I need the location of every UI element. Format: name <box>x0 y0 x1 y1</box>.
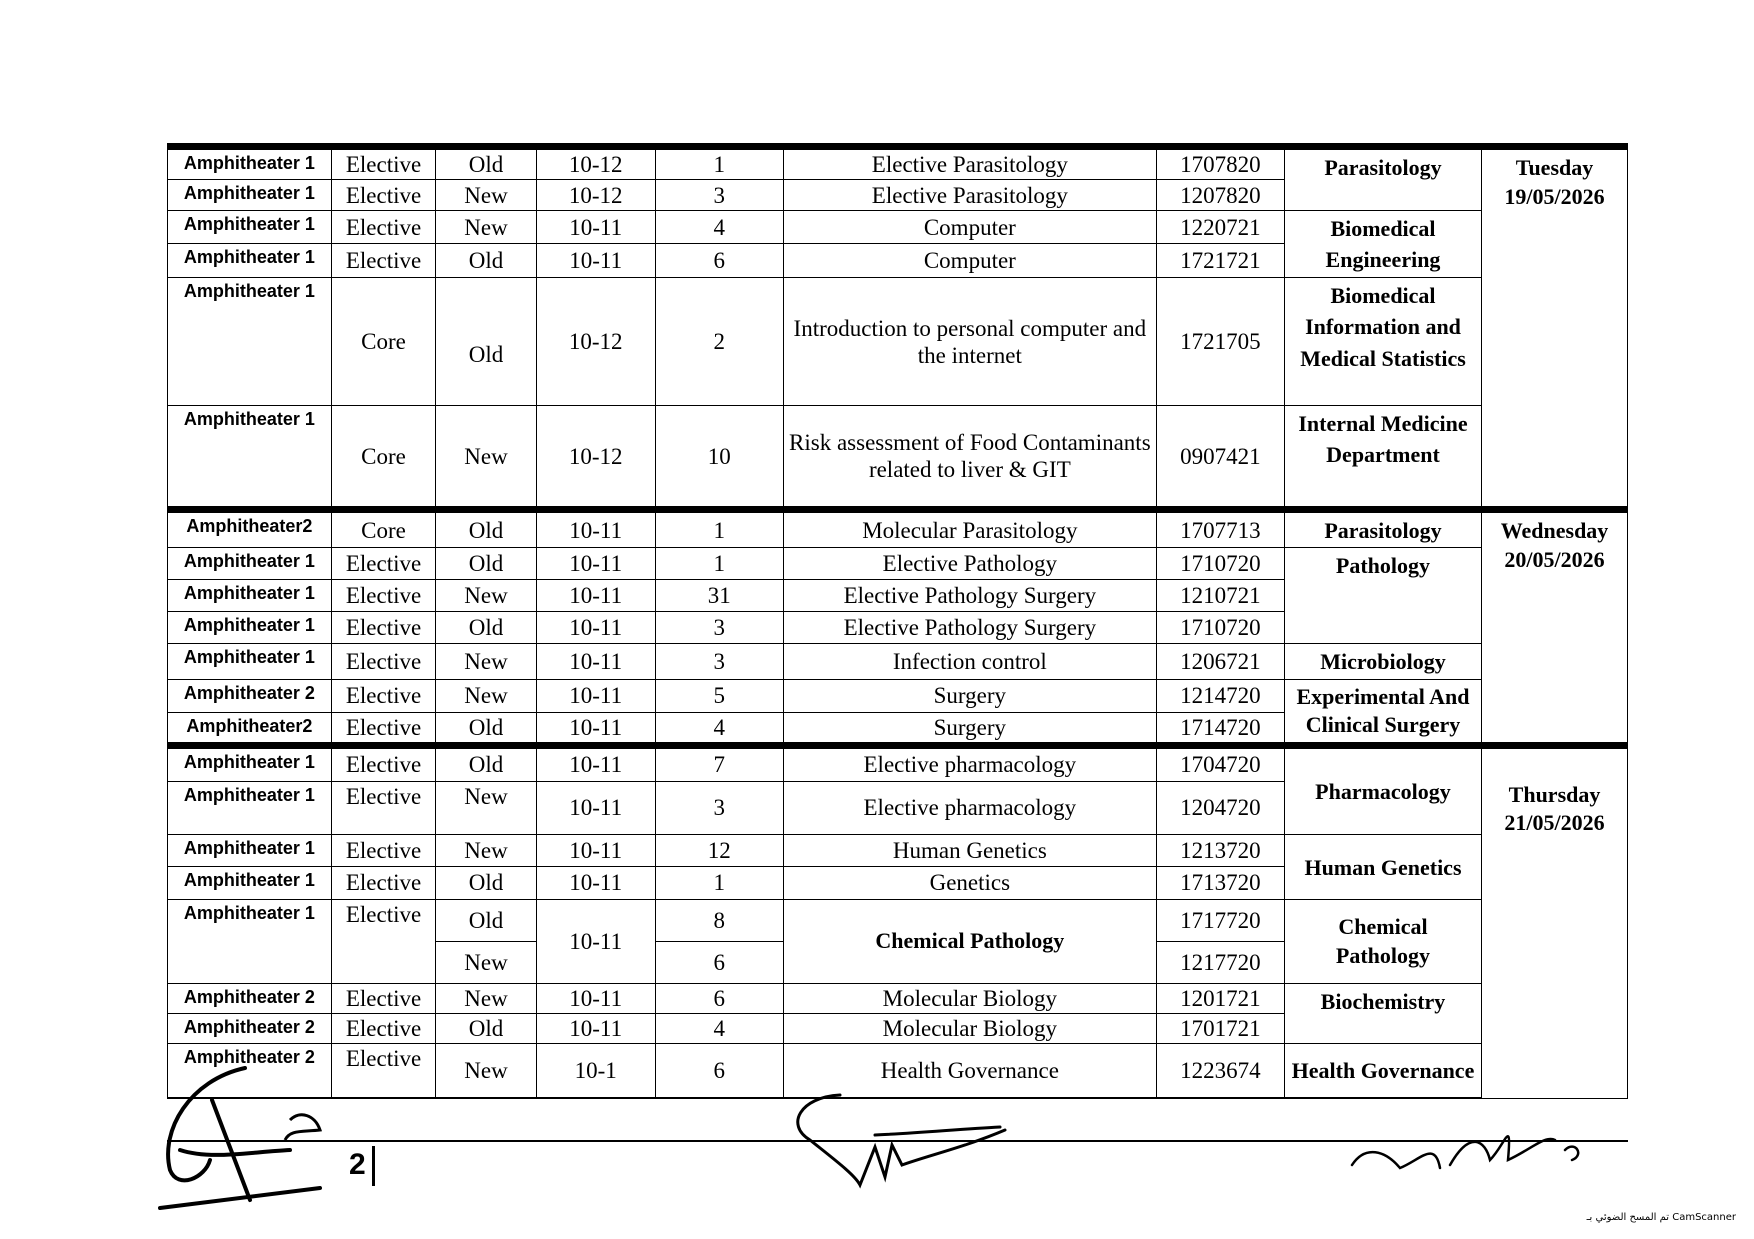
course-code-cell: 1207820 <box>1156 180 1284 211</box>
hall-cell: Amphitheater 1 <box>168 745 332 781</box>
course-code-cell: 1210721 <box>1156 580 1284 612</box>
course-type-cell: Elective <box>331 180 436 211</box>
student-count-cell: 3 <box>655 781 783 834</box>
time-cell: 10-11 <box>536 866 655 899</box>
time-cell: 10-11 <box>536 745 655 781</box>
course-name-cell: Infection control <box>783 644 1156 679</box>
course-type-cell: Elective <box>331 548 436 580</box>
student-count-cell: 12 <box>655 834 783 866</box>
course-code-cell: 1704720 <box>1156 745 1284 781</box>
hall-cell: Amphitheater 1 <box>168 147 332 180</box>
course-type-cell: Elective <box>331 580 436 612</box>
handwritten-note-icon <box>1340 1110 1590 1190</box>
hall-cell: Amphitheater 1 <box>168 580 332 612</box>
department-cell: Biomedical Engineering <box>1284 211 1481 278</box>
course-code-cell: 1206721 <box>1156 644 1284 679</box>
course-name-cell: Molecular Biology <box>783 983 1156 1013</box>
course-name-cell: Health Governance <box>783 1043 1156 1098</box>
bylaw-cell: Old <box>436 244 536 278</box>
course-type-cell: Elective <box>331 211 436 244</box>
hall-cell: Amphitheater 1 <box>168 278 332 406</box>
course-type-cell: Elective <box>331 834 436 866</box>
course-name-cell: Elective pharmacology <box>783 745 1156 781</box>
bylaw-cell: Old <box>436 712 536 745</box>
course-code-cell: 1201721 <box>1156 983 1284 1013</box>
table-row <box>168 745 1628 781</box>
student-count-cell: 3 <box>655 644 783 679</box>
student-count-cell: 3 <box>655 180 783 211</box>
course-code-cell: 1714720 <box>1156 712 1284 745</box>
student-count-cell: 8 <box>655 899 783 941</box>
table-row <box>168 644 1628 679</box>
course-code-cell: 1213720 <box>1156 834 1284 866</box>
student-count-cell: 6 <box>655 244 783 278</box>
course-name-cell: Elective Pathology <box>783 548 1156 580</box>
bylaw-cell: New <box>436 1043 536 1098</box>
signature-center-icon <box>780 1085 1020 1195</box>
course-type-cell: Elective <box>331 679 436 712</box>
hall-cell: Amphitheater 1 <box>168 866 332 899</box>
course-name-cell: Introduction to personal computer and the internet <box>783 278 1156 406</box>
time-cell: 10-11 <box>536 899 655 983</box>
department-cell: Experimental And Clinical Surgery <box>1284 679 1481 745</box>
day-date: 19/05/2026 <box>1504 183 1605 209</box>
student-count-cell: 1 <box>655 866 783 899</box>
table-row <box>168 679 1628 712</box>
department-cell: Parasitology <box>1284 510 1481 548</box>
course-code-cell: 1707820 <box>1156 147 1284 180</box>
course-type-cell: Core <box>331 278 436 406</box>
hall-cell: Amphitheater 1 <box>168 612 332 644</box>
bylaw-cell: New <box>436 211 536 244</box>
student-count-cell: 6 <box>655 941 783 983</box>
course-type-cell: Elective <box>331 866 436 899</box>
course-code-cell: 1204720 <box>1156 781 1284 834</box>
time-cell: 10-11 <box>536 211 655 244</box>
course-code-cell: 1721705 <box>1156 278 1284 406</box>
course-type-cell: Core <box>331 406 436 510</box>
exam-day-cell <box>1482 745 1628 1098</box>
course-code-cell: 1710720 <box>1156 548 1284 580</box>
course-name-cell: Elective pharmacology <box>783 781 1156 834</box>
student-count-cell: 7 <box>655 745 783 781</box>
course-name-cell: Molecular Parasitology <box>783 510 1156 548</box>
time-cell: 10-11 <box>536 679 655 712</box>
bylaw-cell: New <box>436 406 536 510</box>
time-cell: 10-12 <box>536 180 655 211</box>
bylaw-cell: New <box>436 983 536 1013</box>
department-cell: Human Genetics <box>1284 834 1481 899</box>
table-row <box>168 983 1628 1013</box>
course-type-cell: Elective <box>331 781 436 834</box>
course-name-cell: Risk assessment of Food Contaminants related to liver & GIT <box>783 406 1156 510</box>
bylaw-cell: Old <box>436 745 536 781</box>
signature-left-icon <box>150 1060 380 1210</box>
course-code-cell: 1721721 <box>1156 244 1284 278</box>
course-type-cell: Elective <box>331 147 436 180</box>
hall-cell: Amphitheater 2 <box>168 679 332 712</box>
time-cell: 10-11 <box>536 580 655 612</box>
student-count-cell: 10 <box>655 406 783 510</box>
time-cell: 10-1 <box>536 1043 655 1098</box>
course-type-cell: Elective <box>331 644 436 679</box>
department-cell: Pharmacology <box>1284 745 1481 834</box>
exam-schedule-table <box>167 143 1628 1099</box>
hall-cell: Amphitheater 1 <box>168 644 332 679</box>
day-date: 21/05/2026 <box>1504 810 1605 836</box>
hall-cell: Amphitheater 1 <box>168 244 332 278</box>
bylaw-cell: New <box>436 941 536 983</box>
bylaw-cell: Old <box>436 147 536 180</box>
course-code-cell: 1713720 <box>1156 866 1284 899</box>
hall-cell: Amphitheater 2 <box>168 1043 332 1098</box>
day-name: Thursday <box>1508 781 1601 807</box>
time-cell: 10-11 <box>536 834 655 866</box>
department-cell: Biochemistry <box>1284 983 1481 1043</box>
student-count-cell: 4 <box>655 211 783 244</box>
course-type-cell: Elective <box>331 899 436 983</box>
table-row <box>168 510 1628 548</box>
course-code-cell: 1220721 <box>1156 211 1284 244</box>
table-row <box>168 548 1628 580</box>
course-type-cell: Elective <box>331 1013 436 1043</box>
time-cell: 10-11 <box>536 548 655 580</box>
course-type-cell: Elective <box>331 1043 436 1098</box>
student-count-cell: 31 <box>655 580 783 612</box>
table-row <box>168 834 1628 866</box>
bylaw-cell: New <box>436 580 536 612</box>
course-type-cell: Elective <box>331 745 436 781</box>
student-count-cell: 1 <box>655 548 783 580</box>
hall-cell: Amphitheater 1 <box>168 180 332 211</box>
course-name-cell: Elective Pathology Surgery <box>783 612 1156 644</box>
course-name-cell: Elective Parasitology <box>783 180 1156 211</box>
student-count-cell: 5 <box>655 679 783 712</box>
course-name-cell: Elective Parasitology <box>783 147 1156 180</box>
department-cell: Internal Medicine Department <box>1284 406 1481 510</box>
table-row <box>168 278 1628 406</box>
course-code-cell: 0907421 <box>1156 406 1284 510</box>
hall-cell: Amphitheater 2 <box>168 983 332 1013</box>
page-number: 2 <box>349 1148 366 1181</box>
department-cell: Health Governance <box>1284 1043 1481 1098</box>
table-row <box>168 899 1628 941</box>
table-row <box>168 147 1628 180</box>
exam-day-cell <box>1482 510 1628 746</box>
time-cell: 10-12 <box>536 278 655 406</box>
department-cell: Chemical Pathology <box>1284 899 1481 983</box>
course-code-cell: 1223674 <box>1156 1043 1284 1098</box>
course-name-cell: Molecular Biology <box>783 1013 1156 1043</box>
day-name: Wednesday <box>1500 518 1609 544</box>
department-cell: Parasitology <box>1284 147 1481 211</box>
time-cell: 10-11 <box>536 612 655 644</box>
hall-cell: Amphitheater 1 <box>168 899 332 983</box>
bylaw-cell: Old <box>436 278 536 406</box>
hall-cell: Amphitheater 1 <box>168 834 332 866</box>
course-type-cell: Elective <box>331 712 436 745</box>
hall-cell: Amphitheater 1 <box>168 211 332 244</box>
bylaw-cell: New <box>436 180 536 211</box>
table-row <box>168 211 1628 244</box>
course-name-cell: Genetics <box>783 866 1156 899</box>
bylaw-cell: Old <box>436 548 536 580</box>
student-count-cell: 1 <box>655 147 783 180</box>
time-cell: 10-11 <box>536 510 655 548</box>
course-type-cell: Elective <box>331 612 436 644</box>
bylaw-cell: New <box>436 679 536 712</box>
course-type-cell: Elective <box>331 244 436 278</box>
course-name-cell: Human Genetics <box>783 834 1156 866</box>
course-name-cell: Computer <box>783 211 1156 244</box>
time-cell: 10-11 <box>536 1013 655 1043</box>
department-cell: Microbiology <box>1284 644 1481 679</box>
student-count-cell: 3 <box>655 612 783 644</box>
course-name-cell: Surgery <box>783 712 1156 745</box>
hall-cell: Amphitheater2 <box>168 712 332 745</box>
course-name-cell: Surgery <box>783 679 1156 712</box>
time-cell: 10-11 <box>536 781 655 834</box>
course-code-cell: 1710720 <box>1156 612 1284 644</box>
bylaw-cell: New <box>436 644 536 679</box>
time-cell: 10-12 <box>536 147 655 180</box>
course-code-cell: 1707713 <box>1156 510 1284 548</box>
student-count-cell: 6 <box>655 983 783 1013</box>
hall-cell: Amphitheater 1 <box>168 548 332 580</box>
course-type-cell: Core <box>331 510 436 548</box>
course-code-cell: 1214720 <box>1156 679 1284 712</box>
scanner-watermark: تم المسح الضوئي بـ CamScanner <box>1586 1212 1736 1223</box>
department-cell: Biomedical Information and Medical Statistics <box>1284 278 1481 406</box>
hall-cell: Amphitheater2 <box>168 510 332 548</box>
course-name-cell: Elective Pathology Surgery <box>783 580 1156 612</box>
course-type-cell: Elective <box>331 983 436 1013</box>
time-cell: 10-11 <box>536 244 655 278</box>
bylaw-cell: Old <box>436 866 536 899</box>
hall-cell: Amphitheater 1 <box>168 781 332 834</box>
bylaw-cell: New <box>436 834 536 866</box>
bylaw-cell: New <box>436 781 536 834</box>
table-row <box>168 406 1628 510</box>
course-code-cell: 1717720 <box>1156 899 1284 941</box>
time-cell: 10-12 <box>536 406 655 510</box>
bylaw-cell: Old <box>436 510 536 548</box>
day-name: Tuesday <box>1515 155 1594 180</box>
course-name-cell: Computer <box>783 244 1156 278</box>
time-cell: 10-11 <box>536 644 655 679</box>
time-cell: 10-11 <box>536 983 655 1013</box>
student-count-cell: 2 <box>655 278 783 406</box>
student-count-cell: 4 <box>655 712 783 745</box>
bylaw-cell: Old <box>436 1013 536 1043</box>
course-name-cell: Chemical Pathology <box>783 899 1156 983</box>
student-count-cell: 4 <box>655 1013 783 1043</box>
course-code-cell: 1217720 <box>1156 941 1284 983</box>
department-cell: Pathology <box>1284 548 1481 644</box>
student-count-cell: 6 <box>655 1043 783 1098</box>
exam-day-cell <box>1482 147 1628 510</box>
day-date: 20/05/2026 <box>1504 546 1605 572</box>
hall-cell: Amphitheater 2 <box>168 1013 332 1043</box>
bylaw-cell: Old <box>436 899 536 941</box>
student-count-cell: 1 <box>655 510 783 548</box>
course-code-cell: 1701721 <box>1156 1013 1284 1043</box>
hall-cell: Amphitheater 1 <box>168 406 332 510</box>
time-cell: 10-11 <box>536 712 655 745</box>
bylaw-cell: Old <box>436 612 536 644</box>
